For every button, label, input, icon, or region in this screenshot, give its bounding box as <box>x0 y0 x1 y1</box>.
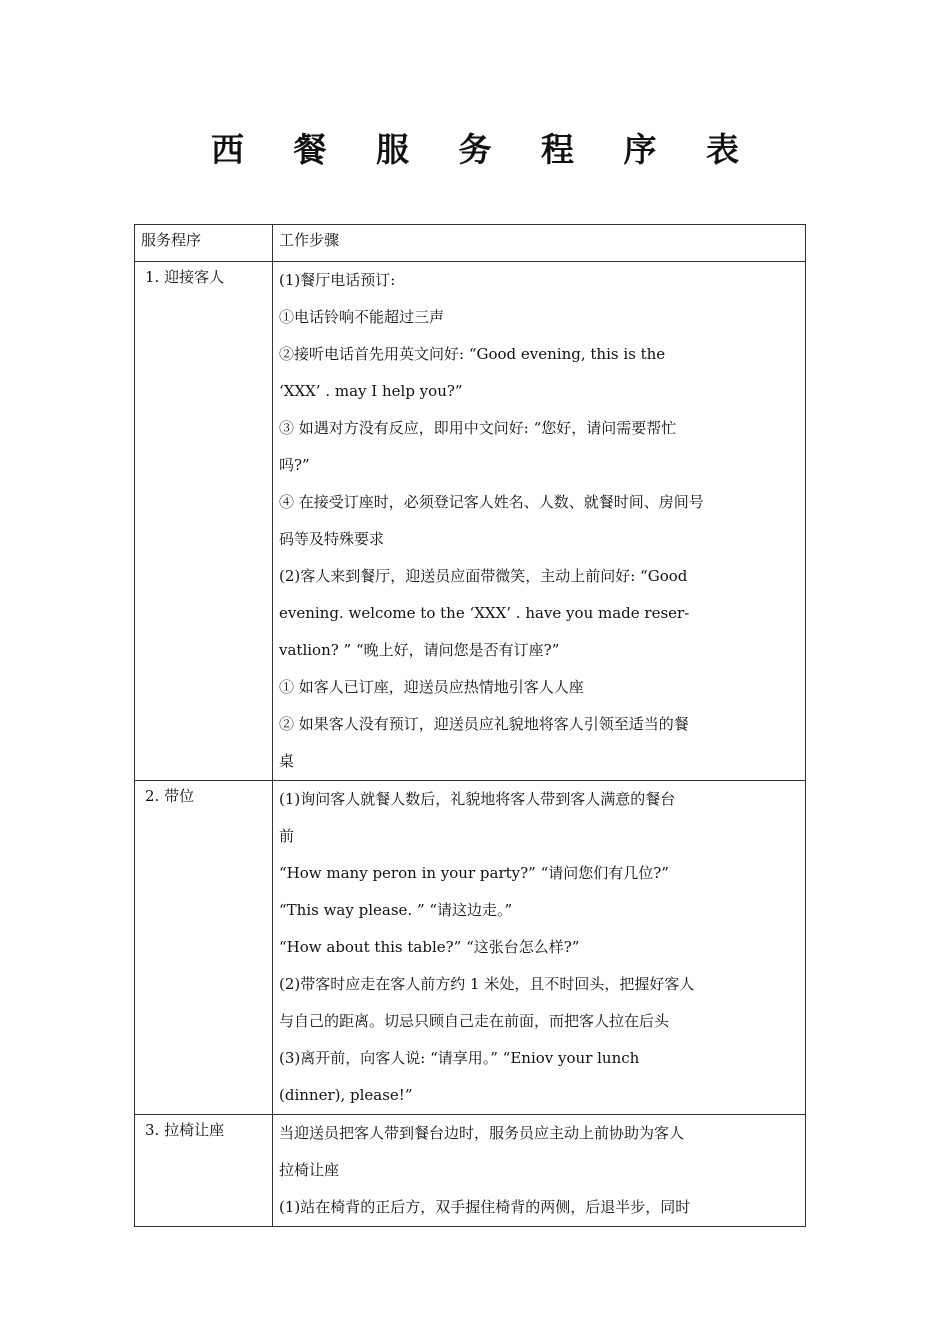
detail-line: (dinner), please!” <box>279 1086 413 1104</box>
detail-line: 拉椅让座 <box>279 1161 340 1179</box>
detail-line: ① 如客人已订座，迎送员应热情地引客人人座 <box>279 678 584 696</box>
details-cell <box>273 1115 806 1227</box>
detail-line: “How about this table?” “这张台怎么样?” <box>279 938 580 956</box>
detail-line: 当迎送员把客人带到餐台边时，服务员应主动上前协助为客人 <box>279 1124 685 1142</box>
table-header-row <box>135 225 806 262</box>
detail-line: ②接听电话首先用英文问好: “Good evening, this is the <box>279 345 666 363</box>
detail-line: ④ 在接受订座时，必须登记客人姓名、人数、就餐时间、房间号 <box>279 493 704 511</box>
header-label: 服务程序 <box>141 231 202 249</box>
detail-line: vatlion? ” “晚上好，请问您是否有订座?” <box>279 641 560 659</box>
step-label: 2. 带位 <box>145 787 195 805</box>
table-row <box>135 262 806 781</box>
detail-line: ①电话铃响不能超过三声 <box>279 308 445 326</box>
detail-line: (2)客人来到餐厅，迎送员应面带微笑，主动上前问好: “Good <box>279 567 688 585</box>
step-cell <box>135 1115 273 1227</box>
header-service-procedure <box>135 225 273 262</box>
detail-line: ③ 如遇对方没有反应，即用中文问好: “您好，请问需要帮忙 <box>279 419 677 437</box>
step-cell <box>135 781 273 1115</box>
detail-line: (1)站在椅背的正后方，双手握住椅背的两侧，后退半步，同时 <box>279 1198 691 1216</box>
detail-line: “This way please. ” “请这边走。” <box>279 901 513 919</box>
step-cell <box>135 262 273 781</box>
header-label: 工作步骤 <box>279 231 340 249</box>
detail-line: ② 如果客人没有预订，迎送员应礼貌地将客人引领至适当的餐 <box>279 715 689 733</box>
detail-line: 码等及特殊要求 <box>279 530 385 548</box>
detail-line: ‘XXX’ . may I help you?” <box>279 382 463 400</box>
detail-line: 桌 <box>279 752 295 770</box>
details-cell <box>273 781 806 1115</box>
table-row <box>135 781 806 1115</box>
service-procedure-table <box>134 224 806 1227</box>
detail-line: 吗?” <box>279 456 310 474</box>
table-row <box>135 1115 806 1227</box>
detail-line: 前 <box>279 827 295 845</box>
details-cell <box>273 262 806 781</box>
detail-line: 与自己的距离。切忌只顾自己走在前面，而把客人拉在后头 <box>279 1012 670 1030</box>
detail-line: (1)餐厅电话预订: <box>279 271 396 289</box>
detail-line: (1)询问客人就餐人数后，礼貌地将客人带到客人满意的餐台 <box>279 790 676 808</box>
header-work-steps <box>273 225 806 262</box>
detail-line: “How many peron in your party?” “请问您们有几位?” <box>279 864 669 882</box>
step-label: 1. 迎接客人 <box>145 268 225 286</box>
detail-line: evening. welcome to the ‘XXX’ . have you made reser- <box>279 604 690 622</box>
page-title: 西 餐 服 务 程 序 表 <box>211 130 758 169</box>
detail-line: (3)离开前，向客人说: “请享用。” “Eniov your lunch <box>279 1049 640 1067</box>
step-label: 3. 拉椅让座 <box>145 1121 225 1139</box>
detail-line: (2)带客时应走在客人前方约 1 米处，且不时回头，把握好客人 <box>279 975 695 993</box>
